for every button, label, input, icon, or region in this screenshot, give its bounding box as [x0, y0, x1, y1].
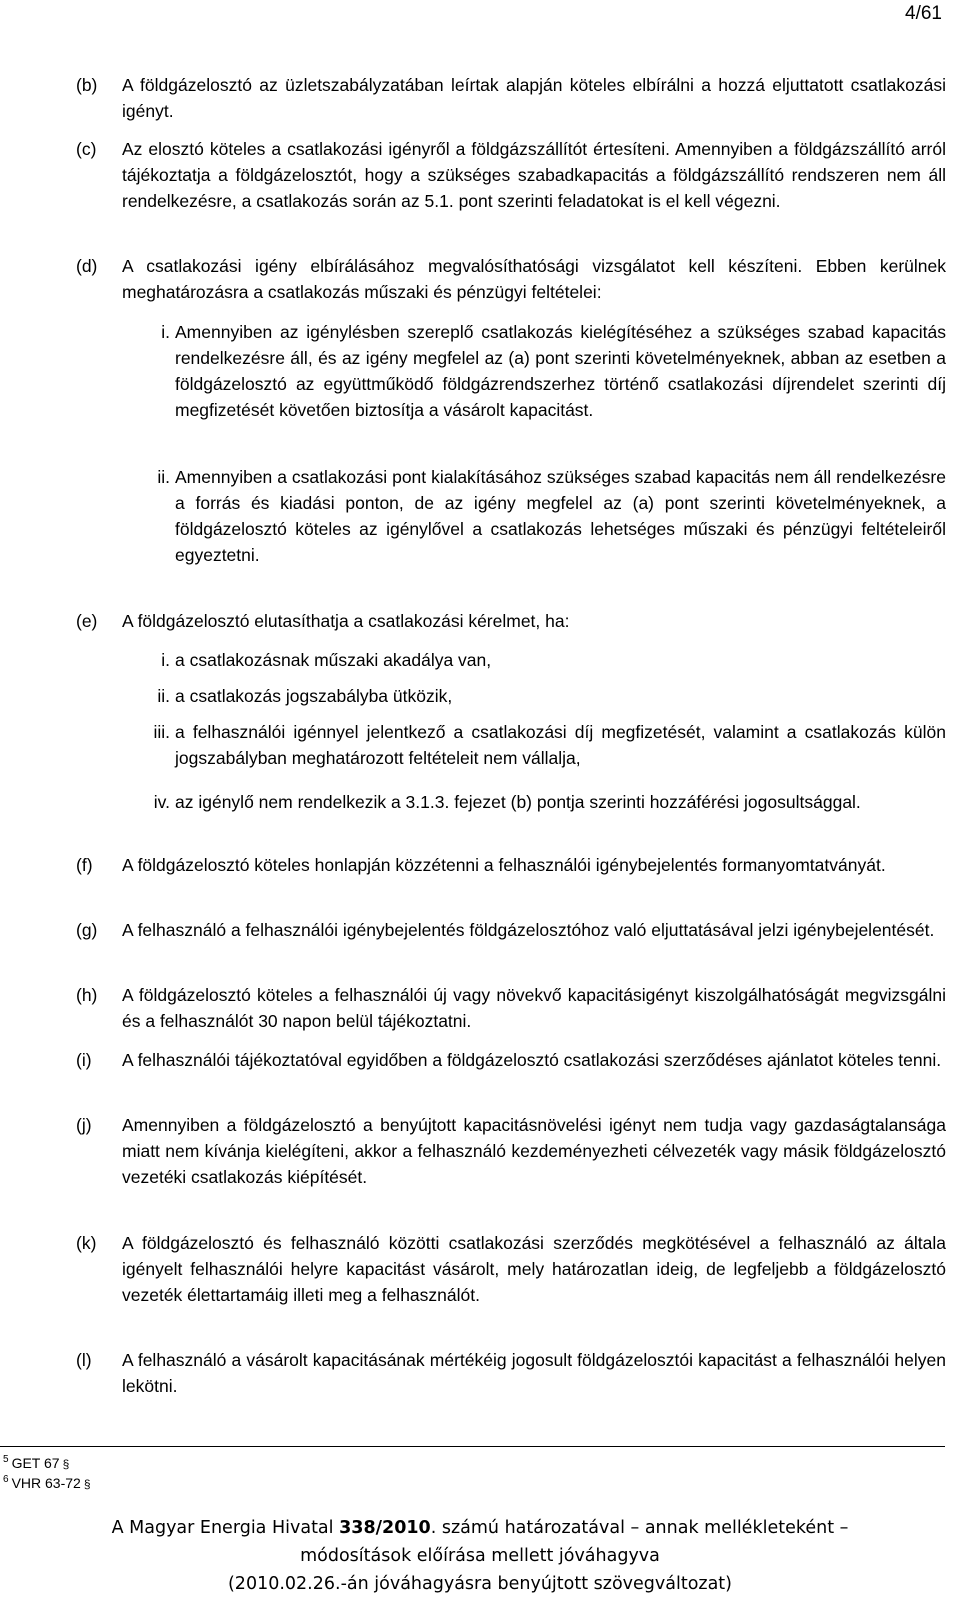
decision-number: 338/2010: [339, 1518, 431, 1538]
clause-f: [76, 852, 946, 878]
clause-l: [76, 1347, 946, 1399]
clause-label: (b): [76, 75, 98, 95]
subitem-label: iii.: [153, 722, 170, 742]
subitem-label: ii.: [157, 686, 170, 706]
footnote-number: 5: [3, 1454, 9, 1465]
footnote-text: VHR 63-72: [11, 1475, 81, 1491]
subitem-label: iv.: [153, 792, 170, 812]
subitem-text: a csatlakozásnak műszaki akadálya van,: [175, 650, 492, 670]
footer-line-3: (2010.02.26.-án jóváhagyásra benyújtott szövegváltozat): [227, 1574, 732, 1594]
clause-label: (g): [76, 920, 98, 940]
clause-text: Amennyiben a földgázelosztó a benyújtott kapacitásnövelési igényt nem tudja vagy gazdaságtalansága miatt nem kívánja kielégíteni, akkor a felhasználó kezdeményezheti célvezeték vagy másik földgázelosztó vezetéki csatlakozás kiépítését.: [122, 1115, 946, 1187]
clause-text: A felhasználói tájékoztatóval egyidőben a földgázelosztó csatlakozási szerződéses ajánlatot köteles tenni.: [122, 1050, 942, 1070]
subitem-text: a felhasználói igénnyel jelentkező a csatlakozási díj megfizetését, valamint a csatlakozás külön jogszabályban meghatározott feltételeit nem vállalja,: [175, 722, 946, 768]
footer-line-2: módosítások előírása mellett jóváhagyva: [300, 1546, 660, 1566]
clause-d-subitem-ii: [122, 464, 946, 568]
footnote-text: GET 67: [11, 1455, 60, 1471]
clause-d-subitem-i: [122, 319, 946, 423]
clause-label: (i): [76, 1050, 92, 1070]
clause-label: (c): [76, 139, 97, 159]
clause-label: (e): [76, 611, 98, 631]
clause-label: (k): [76, 1233, 97, 1253]
page-number: 4/61: [905, 3, 942, 24]
subitem-label: ii.: [157, 467, 170, 487]
clause-text: A csatlakozási igény elbírálásához megvalósíthatósági vizsgálatot kell készíteni. Ebben kerülnek meghatározásra a csatlakozás műszaki és pénzügyi feltételei:: [122, 256, 946, 302]
clause-label: (f): [76, 855, 93, 875]
subitem-text: a csatlakozás jogszabályba ütközik,: [175, 686, 453, 706]
subitem-label: i.: [161, 650, 170, 670]
clause-e-subitem-iv: [122, 789, 946, 815]
clause-text: A felhasználó a vásárolt kapacitásának mértékéig jogosult földgázelosztói kapacitást a felhasználói helyen lekötni.: [122, 1350, 946, 1396]
clause-e-subitem-ii: [122, 683, 946, 709]
footer-suffix: . számú határozatával – annak mellékleteként –: [430, 1518, 849, 1538]
clause-c: [76, 136, 946, 214]
footer-line-1: [0, 1514, 960, 1542]
clause-label: (l): [76, 1350, 92, 1370]
clause-g: [76, 917, 946, 943]
clause-label: (j): [76, 1115, 92, 1135]
clause-b: [76, 72, 946, 124]
subitem-label: i.: [161, 322, 170, 342]
footnote-number: 6: [3, 1474, 9, 1485]
page-footer: [0, 1514, 960, 1598]
clause-e-subitem-iii: [122, 719, 946, 771]
footnote-separator: [0, 1446, 945, 1447]
clause-text: A földgázelosztó köteles honlapján közzétenni a felhasználói igénybejelentés formanyomtatványát.: [122, 855, 886, 875]
clause-i: [76, 1047, 946, 1073]
clause-e-subitem-i: [122, 647, 946, 673]
footnote-6: [3, 1471, 91, 1493]
clause-text: A földgázelosztó elutasíthatja a csatlakozási kérelmet, ha:: [122, 611, 570, 631]
clause-label: (h): [76, 985, 98, 1005]
clause-text: A földgázelosztó az üzletszabályzatában leírtak alapján köteles elbírálni a hozzá eljuttatott csatlakozási igényt.: [122, 75, 946, 121]
subitem-text: az igénylő nem rendelkezik a 3.1.3. fejezet (b) pontja szerinti hozzáférési jogosultsággal.: [175, 792, 861, 812]
section-sign: §: [62, 1457, 70, 1471]
subitem-text: Amennyiben a csatlakozási pont kialakításához szükséges szabad kapacitás nem áll rendelkezésre a forrás és kiadási ponton, de az igény megfelel az (a) pont szerinti követelményeknek, a földgázelosztó köteles az igénylővel a csatlakozás lehetséges műszaki és pénzügyi feltételeiről egyeztetni.: [175, 467, 946, 565]
clause-text: Az elosztó köteles a csatlakozási igényről a földgázszállítót értesíteni. Amennyiben a földgázszállító arról tájékoztatja a földgázelosztót, hogy a szükséges szabadkapacitás a földgázszállító rendszeren nem áll rendelkezésre, a csatlakozás során az 5.1. pont szerinti feladatokat is el kell végezni.: [122, 139, 946, 211]
clause-label: (d): [76, 256, 98, 276]
clause-k: [76, 1230, 946, 1308]
footnote-5: [3, 1451, 69, 1473]
clause-e: [76, 608, 946, 634]
footer-prefix: A Magyar Energia Hivatal: [111, 1518, 340, 1538]
clause-text: A földgázelosztó és felhasználó közötti csatlakozási szerződés megkötésével a felhasználó az általa igényelt felhasználói helyre kapacitást vásárolt, mely határozatlan ideig, de legfeljebb a földgázelosztó vezeték élettartamáig illeti meg a felhasználót.: [122, 1233, 946, 1305]
clause-text: A felhasználó a felhasználói igénybejelentés földgázelosztóhoz való eljuttatásával jelzi igénybejelentését.: [122, 920, 935, 940]
section-sign: §: [83, 1477, 91, 1491]
clause-j: [76, 1112, 946, 1190]
clause-d: [76, 253, 946, 305]
clause-text: A földgázelosztó köteles a felhasználói új vagy növekvő kapacitásigényt kiszolgálhatóságát megvizsgálni és a felhasználót 30 napon belül tájékoztatni.: [122, 985, 946, 1031]
clause-h: [76, 982, 946, 1034]
subitem-text: Amennyiben az igénylésben szereplő csatlakozás kielégítéséhez a szükséges szabad kapacitás rendelkezésre áll, és az igény megfelel az (a) pont szerinti követelményeknek, abban az esetben a földgázelosztó az együttműködő földgázrendszerhez történő csatlakozási díjrendelet szerinti díj megfizetését követően biztosítja a vásárolt kapacitást.: [175, 322, 946, 420]
